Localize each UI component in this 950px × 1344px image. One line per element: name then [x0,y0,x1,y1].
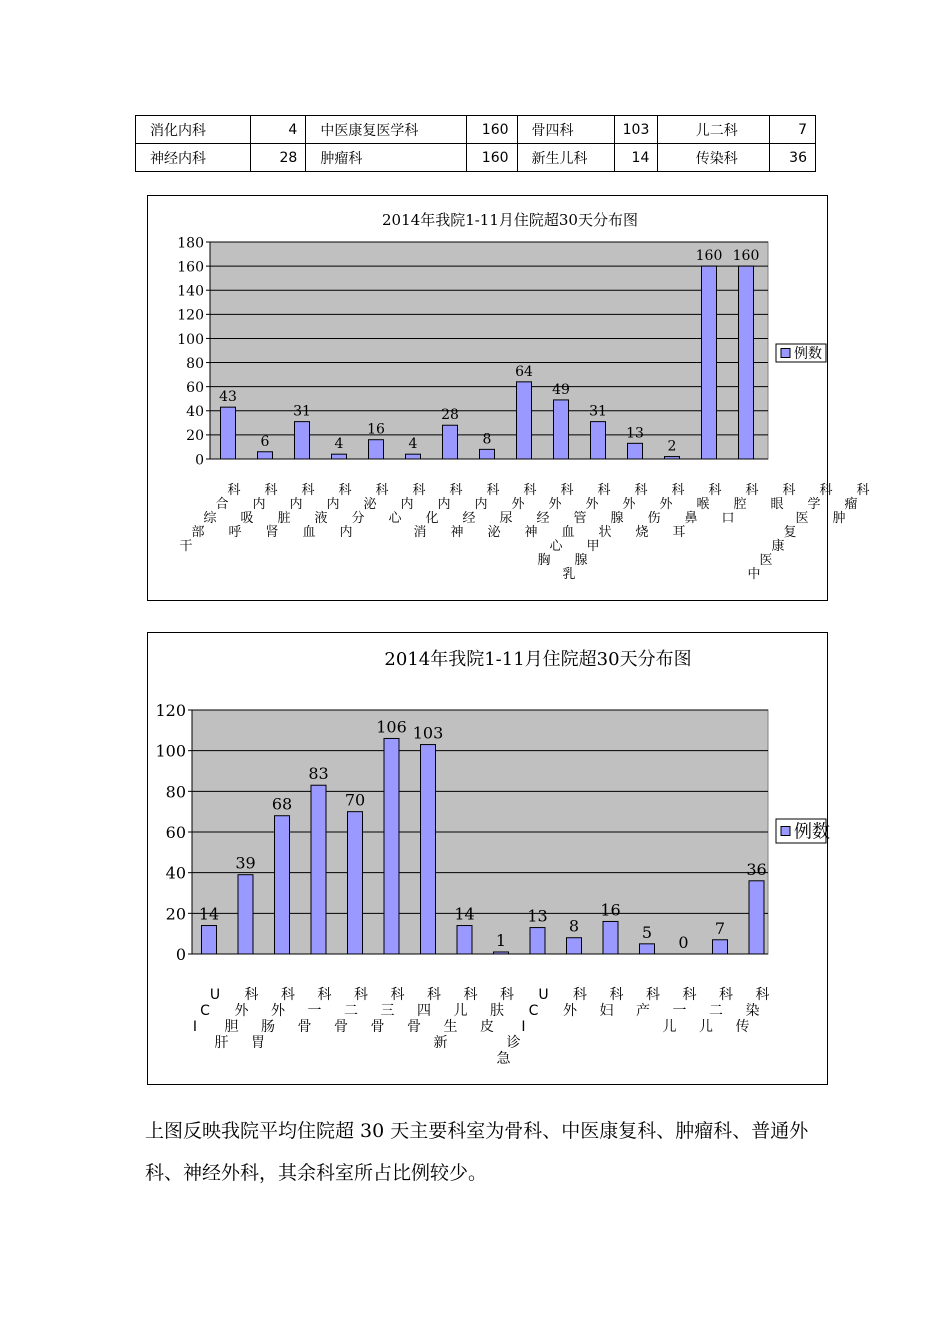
x-tick-label-char: 外 [271,1003,285,1019]
chart-title: 2014年我院1-11月住院超30天分布图 [384,649,692,670]
x-tick-label-char: 科 [597,483,611,498]
bar-chart-2 [148,633,830,1084]
x-tick-label-char: 学 [807,497,821,512]
data-label: 5 [641,922,653,942]
table-cell-name: 中医康复医学科 [306,116,467,144]
data-label: 36 [746,859,767,879]
x-tick-label-char: 肤 [490,1003,504,1019]
bar [591,422,606,459]
x-tick-label-char: 干 [179,539,193,554]
data-label: 13 [527,906,548,926]
table-cell-value: 103 [614,116,658,144]
y-tick-label: 40 [165,863,186,883]
x-tick-label-char: 吸 [240,511,254,526]
x-tick-label-char: 内 [252,497,266,512]
x-tick-label-char: 科 [463,987,478,1003]
x-tick-label-char: 科 [317,987,332,1003]
x-tick-label-char: 呼 [228,525,242,540]
x-tick-label-char: 内 [474,497,488,512]
x-tick-label-char: 分 [351,511,365,526]
data-label: 83 [308,764,329,784]
x-tick-label-char: 外 [234,1003,249,1019]
bar [640,944,655,954]
bar [311,785,326,954]
x-tick-label-char: 科 [244,987,259,1003]
x-tick-label-char: 科 [354,987,368,1003]
table-cell-name: 骨四科 [517,116,614,144]
bar [202,926,217,954]
x-tick-label-char: 外 [511,497,525,512]
table-cell-name: 神经内科 [136,144,251,172]
x-tick-label-char: 科 [375,483,389,498]
legend-label: 例数 [794,821,830,843]
x-tick-label-char: 内 [437,497,451,512]
data-label: 28 [441,407,459,424]
x-tick-label-char: 腺 [610,511,624,526]
data-label: 8 [482,431,492,448]
x-tick-label-char: 医 [759,553,773,568]
data-label: 6 [260,433,270,450]
y-tick-label: 0 [175,945,186,965]
data-label: 49 [552,381,570,398]
x-tick-label-char: 复 [783,525,797,540]
data-label: 0 [678,933,689,952]
bar [554,400,569,459]
x-tick-label-char: 骨 [370,1019,385,1035]
data-label: 14 [454,904,475,924]
data-label: 160 [732,248,760,265]
x-tick-label-char: 科 [745,483,759,498]
data-label: 16 [600,900,621,920]
x-tick-label-char: 科 [486,483,500,498]
chart-top-departments [147,195,870,601]
x-tick-label-char: 四 [417,1003,431,1019]
x-tick-label-char: 肿 [832,511,846,526]
x-tick-label-char: 心 [388,511,402,526]
x-tick-label-char: I [192,1019,198,1035]
x-tick-label-char: 科 [281,987,295,1003]
x-tick-label-char: 染 [745,1003,760,1019]
bar [369,440,384,459]
x-tick-label-char: 管 [573,511,587,526]
table-cell-value: 7 [770,116,816,144]
bar [384,738,399,954]
y-tick-label: 160 [177,259,204,276]
x-tick-label-char: 烧 [635,525,649,540]
data-label: 4 [408,436,418,453]
bar [749,881,764,954]
x-tick-label-char: 科 [390,987,405,1003]
x-tick-label-char: 科 [338,483,352,498]
x-tick-label-char: 合 [215,497,229,512]
x-tick-label-char: 妇 [599,1003,614,1019]
bar [295,422,310,459]
data-label: 16 [367,421,385,438]
bar [258,452,273,459]
x-tick-label-char: 腺 [574,553,588,568]
x-tick-label-char: 传 [735,1019,750,1035]
x-tick-label-char: 肠 [261,1019,275,1035]
x-tick-label-char: 康 [771,539,785,554]
x-tick-label-char: 诊 [506,1035,521,1051]
x-tick-label-char: 中 [747,567,761,582]
data-label: 8 [568,916,580,936]
x-tick-label-char: 外 [585,497,599,512]
y-tick-label: 120 [177,307,204,324]
y-tick-label: 140 [177,283,204,300]
bar [567,938,582,954]
x-tick-label-char: 外 [548,497,562,512]
x-tick-label-char: 血 [302,525,316,540]
x-tick-label-char: 科 [634,483,648,498]
data-label: 39 [235,853,256,873]
bar [221,407,236,459]
bar [348,812,363,954]
x-tick-label-char: 新 [433,1035,448,1051]
x-tick-label-char: 综 [203,511,217,526]
bar-chart-1 [148,196,870,600]
data-label: 43 [219,389,237,406]
x-tick-label-char: 泌 [363,497,377,512]
x-tick-label-char: 肾 [265,525,279,540]
data-label: 13 [626,425,644,442]
y-tick-label: 180 [177,235,204,252]
table-cell-value: 4 [251,116,306,144]
data-label: 106 [376,717,407,737]
y-tick-label: 100 [155,741,186,761]
table-row [136,116,816,144]
x-tick-label-char: U [209,987,221,1003]
x-tick-label-char: 口 [721,511,735,526]
y-tick-label: 80 [165,782,186,802]
x-tick-label-char: 生 [443,1019,458,1035]
y-tick-label: 80 [186,355,204,372]
x-tick-label-char: 肝 [214,1035,229,1051]
x-tick-label-char: 乳 [562,567,576,582]
chart-bottom-departments [147,632,828,1085]
x-tick-label-char: 鼻 [684,511,698,526]
x-tick-label-char: 科 [856,483,870,498]
x-tick-label-char: 部 [191,525,205,540]
x-tick-label-char: 液 [314,511,328,526]
data-label: 31 [589,403,607,420]
x-tick-label-char: 皮 [480,1019,494,1035]
bar [275,816,290,954]
x-tick-label-char: 一 [672,1003,687,1019]
data-label: 1 [495,930,507,950]
x-tick-label-char: 瘤 [844,497,858,512]
x-tick-label-char: 甲 [586,539,600,554]
bar [406,454,421,459]
bar [494,952,509,954]
plot-area [210,242,768,459]
x-tick-label-char: 科 [819,483,833,498]
table-cell-value: 160 [467,116,517,144]
summary-paragraph: 上图反映我院平均住院超 30 天主要科室为骨科、中医康复科、肿瘤科、普通外科、神经外科，其余科室所占比例较少。 [145,1120,809,1184]
table-cell-name: 肿瘤科 [306,144,467,172]
bar [457,926,472,954]
x-tick-label-char: 耳 [672,525,686,540]
x-tick-label-char: 内 [326,497,340,512]
data-label: 103 [412,723,444,743]
legend-swatch [781,827,790,836]
y-tick-label: 20 [186,428,204,445]
x-tick-label-char: 伤 [647,511,661,526]
x-tick-label-char: 科 [560,483,574,498]
bar [739,266,754,459]
data-label: 14 [198,904,220,924]
x-tick-label-char: 科 [708,483,722,498]
x-tick-label-char: 神 [524,525,538,540]
x-tick-label-char: 儿 [699,1019,713,1035]
bar [421,745,436,954]
data-label: 7 [714,918,726,938]
bar [628,443,643,459]
x-tick-label-char: 经 [536,511,550,526]
y-tick-label: 60 [165,823,186,843]
x-tick-label-char: 科 [609,987,624,1003]
bar [238,875,253,954]
x-tick-label-char: 科 [427,987,441,1003]
x-tick-label-char: 胃 [251,1035,265,1051]
table-cell-name: 传染科 [658,144,770,172]
bar [603,921,618,954]
bar [530,928,545,954]
table-cell-value: 36 [770,144,816,172]
x-tick-label-char: I [521,1019,526,1035]
x-tick-label-char: 二 [709,1003,723,1019]
bar [665,457,680,459]
x-tick-label-char: 骨 [407,1019,421,1035]
x-tick-label-char: 科 [573,987,587,1003]
data-label: 31 [293,403,311,420]
y-tick-label: 20 [165,904,186,924]
data-label: 160 [695,248,723,265]
x-tick-label-char: 二 [344,1003,358,1019]
x-tick-label-char: 科 [301,483,315,498]
chart-title: 2014年我院1-11月住院超30天分布图 [382,211,638,229]
x-tick-label-char: 内 [400,497,414,512]
x-tick-label-char: 腔 [733,497,747,512]
x-tick-label-char: 泌 [487,525,501,540]
x-tick-label-char: 状 [598,525,612,540]
x-tick-label-char: 胆 [224,1019,239,1035]
x-tick-label-char: 血 [561,525,575,540]
x-tick-label-char: 经 [462,511,476,526]
legend-label: 例数 [794,346,822,363]
x-tick-label-char: 科 [264,483,278,498]
x-tick-label-char: 化 [425,511,439,526]
x-tick-label-char: 内 [339,525,353,540]
x-tick-label-char: 脏 [277,511,291,526]
y-tick-label: 100 [177,331,204,348]
table-cell-value: 160 [467,144,517,172]
x-tick-label-char: 喉 [696,497,710,512]
x-tick-label-char: 科 [449,483,463,498]
data-label: 4 [334,436,344,453]
x-tick-label-char: C [528,1003,539,1019]
x-tick-label-char: U [538,987,549,1003]
x-tick-label-char: 外 [563,1003,577,1019]
x-tick-label-char: 胸 [537,553,551,568]
bar [713,940,728,954]
data-label: 2 [667,438,677,455]
x-tick-label-char: 内 [289,497,303,512]
x-tick-label-char: 儿 [453,1003,468,1019]
y-tick-label: 0 [195,452,204,469]
legend-swatch [781,349,790,358]
x-tick-label-char: 科 [719,987,733,1003]
x-tick-label-char: 心 [549,539,563,554]
x-tick-label-char: 科 [755,987,770,1003]
x-tick-label-char: C [200,1003,210,1019]
x-tick-label-char: 儿 [662,1019,677,1035]
bar [443,425,458,459]
x-tick-label-char: 科 [500,987,514,1003]
y-tick-label: 60 [186,379,204,396]
data-label: 70 [344,790,366,810]
y-tick-label: 120 [155,701,186,721]
x-tick-label-char: 一 [307,1003,322,1019]
data-label: 64 [515,363,533,380]
x-tick-label-char: 科 [682,987,697,1003]
x-tick-label-char: 科 [671,483,685,498]
x-tick-label-char: 外 [622,497,636,512]
table-row [136,144,816,172]
department-count-table [135,115,816,172]
x-tick-label-char: 科 [646,987,660,1003]
table-cell-name: 儿二科 [658,116,770,144]
x-tick-label-char: 尿 [499,511,513,526]
x-tick-label-char: 科 [227,483,241,498]
table-cell-name: 新生儿科 [517,144,614,172]
bar [332,454,347,459]
table-cell-value: 28 [251,144,306,172]
table-cell-name: 消化内科 [136,116,251,144]
data-label: 68 [271,794,293,814]
x-tick-label-char: 科 [782,483,796,498]
bar [480,449,495,459]
x-tick-label-char: 急 [496,1051,511,1067]
table-cell-value: 14 [614,144,658,172]
x-tick-label-char: 眼 [770,497,784,512]
x-tick-label-char: 科 [523,483,537,498]
x-tick-label-char: 医 [795,511,809,526]
x-tick-label-char: 产 [636,1003,650,1019]
x-tick-label-char: 科 [412,483,426,498]
x-tick-label-char: 三 [380,1003,395,1019]
bar [702,266,717,459]
x-tick-label-char: 外 [659,497,673,512]
bar [517,382,532,459]
y-tick-label: 40 [186,404,204,421]
x-tick-label-char: 骨 [297,1019,312,1035]
x-tick-label-char: 神 [450,525,464,540]
x-tick-label-char: 骨 [334,1019,348,1035]
x-tick-label-char: 消 [413,525,427,540]
